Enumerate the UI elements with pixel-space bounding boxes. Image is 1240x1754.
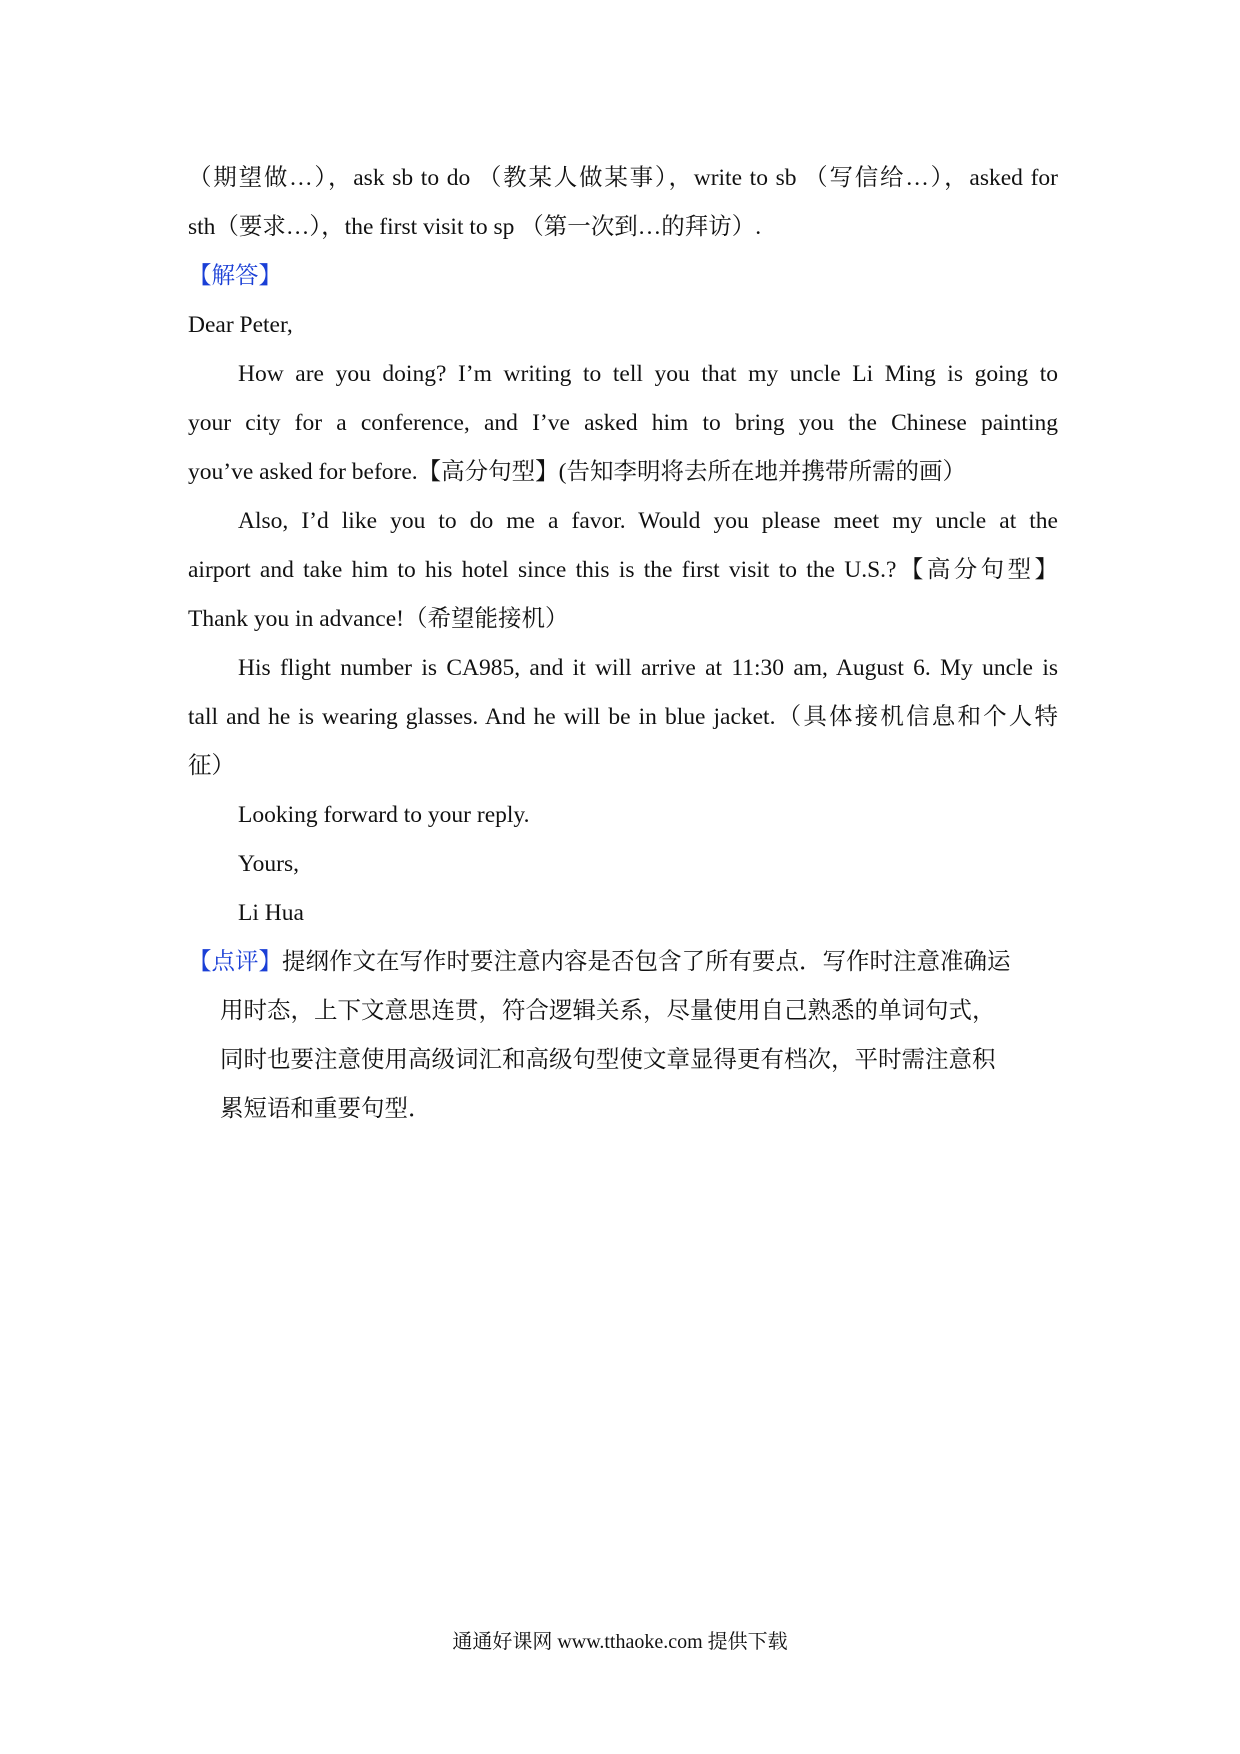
letter-paragraph-3 bbox=[188, 644, 1058, 791]
letter-closing: Looking forward to your reply. bbox=[238, 802, 530, 828]
letter-paragraph-2 bbox=[188, 497, 1058, 644]
vocab-line-2: sth（要求…），the first visit to sp （第一次到…的拜访）. bbox=[188, 214, 762, 240]
paragraph-1-line-2: your city for a conference, and I’ve asked him to bring you the Chinese painting bbox=[188, 410, 1058, 436]
page-footer: 通通好课网 www.tthaoke.com 提供下载 bbox=[452, 1631, 788, 1653]
vocab-line-1: （期望做…），ask sb to do （教某人做某事），write to sb （写信给…），asked for bbox=[188, 165, 1058, 191]
comment-text-1: 提纲作文在写作时要注意内容是否包含了所有要点．写作时注意准确运 bbox=[282, 949, 1011, 975]
paragraph-3-line-1: His flight number is CA985, and it will arrive at 11:30 am, August 6. My uncle is bbox=[238, 655, 1058, 681]
comment-line-2: 用时态，上下文意思连贯，符合逻辑关系，尽量使用自己熟悉的单词句式， bbox=[220, 998, 996, 1024]
document-body bbox=[188, 154, 1058, 1134]
paragraph-2-line-1: Also, I’d like you to do me a favor. Would you please meet my uncle at the bbox=[238, 508, 1058, 534]
comment-section bbox=[188, 938, 1058, 1134]
comment-line-1 bbox=[188, 938, 1058, 987]
comment-line-3: 同时也要注意使用高级词汇和高级句型使文章显得更有档次，平时需注意积 bbox=[220, 1047, 996, 1073]
paragraph-3-line-2: tall and he is wearing glasses. And he will be in blue jacket.（具体接机信息和个人特 bbox=[188, 704, 1058, 730]
paragraph-2-line-2: airport and take him to his hotel since this is the first visit to the U.S.?【高分句型】 bbox=[188, 557, 1058, 583]
paragraph-1-line-3: you’ve asked for before.【高分句型】(告知李明将去所在地并携带所需的画） bbox=[188, 459, 967, 485]
letter-sign-off: Yours, bbox=[238, 851, 299, 877]
paragraph-3-line-3: 征） bbox=[188, 753, 235, 779]
letter-signature: Li Hua bbox=[238, 900, 304, 926]
letter-paragraph-1 bbox=[188, 350, 1058, 497]
paragraph-1-line-1: How are you doing? I’m writing to tell you that my uncle Li Ming is going to bbox=[238, 361, 1058, 387]
letter-salutation: Dear Peter, bbox=[188, 312, 293, 338]
comment-heading: 【点评】 bbox=[188, 949, 282, 975]
paragraph-2-line-3: Thank you in advance!（希望能接机） bbox=[188, 606, 569, 632]
comment-line-4: 累短语和重要句型． bbox=[220, 1096, 432, 1122]
answer-heading: 【解答】 bbox=[188, 263, 282, 289]
